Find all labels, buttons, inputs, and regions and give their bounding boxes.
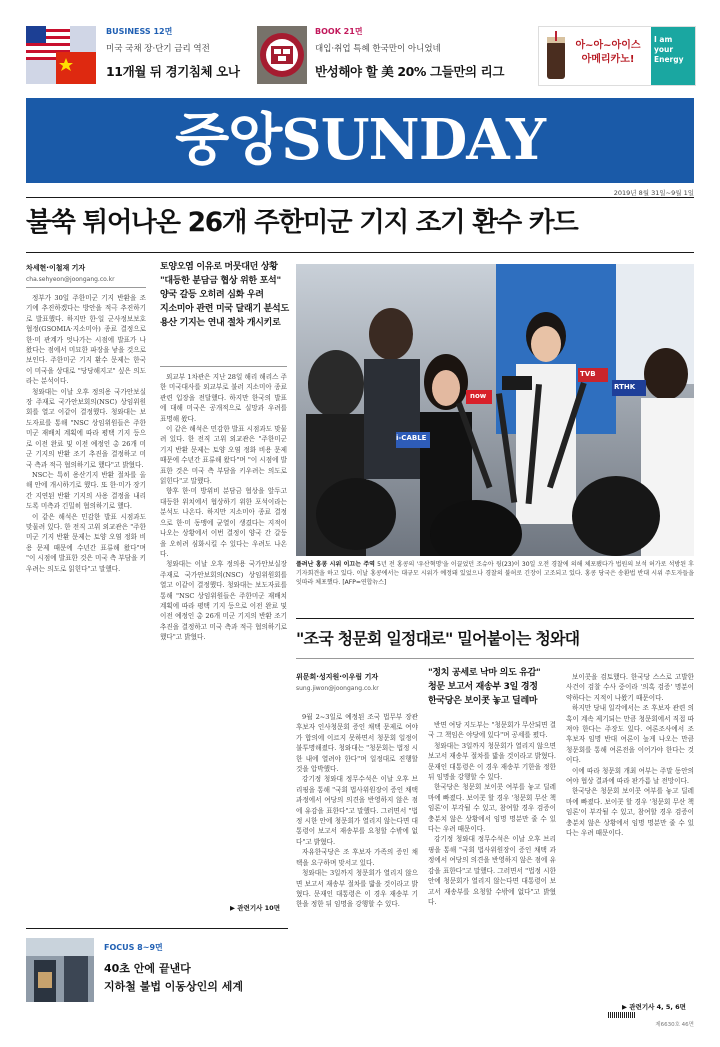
paragraph: 향후 한·미 방위비 분담금 협상을 앞두고 대등한 위치에서 협상하기 위한 포석이라는 분석도 나온다. 하지만 지소미아 종료 결정으로 한·미 동맹에 균열이 생겼다는 지적이 나오는 상황에서 이번 결정이 양국 간 갈등을 오히려 심화시킬 수 있다는 우려도 나온다.	[160, 487, 287, 558]
subheads	[160, 260, 290, 330]
mic-flag: TVB	[580, 370, 596, 378]
lead-headline[interactable]: 불쑥 튀어나온 26개 주한미군 기지 조기 환수 카드	[26, 207, 578, 238]
paragraph: 반면 여당 지도부는 "청문회가 무산되면 결국 그 책임은 야당에 있다"며 공세를 폈다.	[428, 721, 556, 740]
subhead: "정치 공세로 낙마 의도 유감"	[428, 668, 541, 678]
masthead-logo[interactable]: 중앙SUNDAY	[175, 107, 545, 173]
divider	[26, 287, 146, 288]
paragraph: 보이콧을 검토했다. 한국당 스스로 고발한 사건이 검찰 수사 중이라 '의혹 검증' 명분이 약하다는 지적이 나왔기 때문이다.	[566, 673, 694, 702]
lead-column-1	[26, 293, 146, 913]
news-photo	[296, 264, 694, 556]
second-column-1	[296, 712, 418, 1027]
teaser-headline: 지하철 불법 이동상인의 세계	[104, 980, 243, 993]
paragraph: 이에 따라 청문회 개최 여부는 주말 동안의 여야 협상 결과에 따라 판가름 날 전망이다.	[566, 766, 694, 786]
caption-text: 5년 전 홍콩의 '우산혁명'을 이끌었던 조슈아 웡(23)이 30일 오전 경찰에 의해 체포됐다가 법원의 보석 허가로 석방된 후 기자회견을 하고 있다. 이날 홍콩에서는 대규모 시위가 예정돼 있었으나 경찰의 불허로 긴장이 고조되고 있다. 홍콩 당국은 송환법 반대 시위 주도자들을 잇따라 체포했다.	[296, 561, 694, 586]
teaser-left[interactable]	[26, 26, 296, 86]
page-id: 제6630호 46면	[655, 1022, 694, 1028]
paragraph: 이 같은 해석은 민감한 발표 시점과도 맞물려 있다. 한 전직 고위 외교관은 "주한미군 기지 반환 문제는 토양 오염 정화 비용 문제 때문에 수년간 표류해 왔다"며 "이 시점에 발표한 것은 미국 측 부담을 키우려는 의도로 읽힌다"고 말했다.	[26, 512, 146, 573]
teaser-kicker: 미국 국채 장·단기 금리 역전	[106, 44, 210, 54]
subway-photo	[26, 938, 94, 1002]
flags-image	[26, 26, 96, 84]
subhead: 토양오염 이유로 머뭇대던 상황	[160, 262, 278, 272]
jump-label: 관련기사 10면	[237, 904, 280, 912]
divider	[26, 197, 694, 198]
harvard-seal-image	[257, 26, 307, 84]
teaser-mid[interactable]	[257, 26, 527, 86]
lead-column-2	[160, 372, 287, 902]
byline: 위문희·성지원·이우림 기자	[296, 673, 379, 681]
paragraph: NSC는 특히 용산기지 반환 절차를 올해 안에 개시하기로 했다. 또 한·미가 장기간 지연된 반환 기지의 사용 결정을 내리도록 미측과 긴밀히 협의하기로 했다.	[26, 470, 146, 511]
paragraph: 강기정 청와대 정무수석은 이날 오후 브리핑을 통해 "국회 법사위원장이 증인 채택 과정에서 여당의 의견을 반영하지 않은 점에 유감을 표한다"고 말했다. 그러면서 "법정 시한 안에 청문회가 열리지 않는다면 대통령이 보고서 재송부를 요청할 수밖에 없다"고 밝혔다.	[428, 835, 556, 906]
section-label: BUSINESS 12면	[106, 27, 173, 36]
teaser-headline: 11개월 뒤 경기침체 오나	[106, 64, 240, 79]
issue-date: 2019년 8월 31일~9월 1일	[613, 189, 694, 197]
barcode	[608, 1012, 636, 1018]
teaser-kicker: 대입·취업 특혜 한국만이 아니었네	[315, 44, 441, 54]
jump-link[interactable]: ▶ 관련기사 10면	[230, 904, 280, 912]
mic-flag: RTHK	[614, 383, 636, 391]
subhead: 지소미아 관련 미국 달래기 분석도	[160, 304, 289, 314]
teaser-bottom[interactable]	[26, 938, 288, 1008]
paragraph: 자유한국당은 조 후보자 가족의 증인 채택을 요구하며 맞서고 있다.	[296, 848, 418, 867]
paragraph: 이 같은 해석은 민감한 발표 시점과도 맞물려 있다. 한 전직 고위 외교관은 "주한미군 기지 반환 문제는 토양 오염 정화 비용 문제 때문에 수년간 표류해 왔다"며 "이 시점에 발표한 것은 미국 측 부담을 키우려는 의도로 읽힌다"고 말했다.	[160, 425, 287, 486]
jump-link[interactable]: ▶ 관련기사 4, 5, 6면	[622, 1003, 686, 1011]
section-label: FOCUS 8~9면	[104, 943, 163, 952]
teaser-kicker: 40초 안에 끝낸다	[104, 962, 191, 975]
byline: 차세현·이철재 기자	[26, 264, 86, 272]
second-column-2	[428, 720, 556, 1027]
paragraph: 외교부 1차관은 지난 28일 해리 해리스 주한 미국대사를 외교부로 불러 지소미아 종료 관련 입장을 전달했다. 하지만 한국의 발표에 대해 미국은 공개적으로 실망과 우려를 표명해 왔다.	[160, 373, 287, 423]
subhead: "대등한 분담금 협상 위한 포석"	[160, 276, 281, 286]
subhead: 청문 보고서 재송부 3일 경정	[428, 682, 538, 692]
email: sung.jiwon@joongang.co.kr	[296, 685, 379, 692]
divider	[296, 658, 694, 659]
subhead: 용산 기지는 연내 절차 개시키로	[160, 318, 281, 328]
divider	[26, 252, 694, 253]
caption-title: 풀려난 홍콩 시위 이끄는 주역	[296, 561, 375, 568]
section-label: BOOK 21면	[315, 27, 363, 36]
masthead-band	[26, 98, 694, 183]
mic-flag: now	[470, 392, 487, 400]
energy-ad[interactable]	[538, 26, 696, 86]
paragraph: 청와대는 이날 오후 정의용 국가안보실장 주재로 국가안보회의(NSC) 상임위원회를 열고 이같이 결정했다. 청와대는 보도자료를 통해 "NSC 상임위원들은 주한미군 재배치 계획에 따라 평택 기지 등으로 이전 완료 및 이전 예정인 총 26개 미군 기지의 반환 조기 추진을 결정하고 미국 측과 적극 협의하기로 했다"고 밝혔다.	[160, 560, 287, 642]
photo-caption	[296, 560, 694, 587]
subhead: 한국당은 보이콧 놓고 딜레마	[428, 696, 538, 706]
teaser-headline: 반성해야 할 美 20% 그들만의 리그	[315, 64, 505, 79]
paragraph: 하지만 당내 일각에서는 조 후보자 관련 의혹이 계속 제기되는 만큼 청문회에서 직접 따져야 한다는 주장도 있다. 여론조사에서 조 후보자 임명 반대 여론이 높게 나오는 만큼 청문회를 통해 여론전을 이어가야 한다는 것이다.	[566, 704, 694, 765]
email: cha.sehyeon@joongang.co.kr	[26, 276, 115, 283]
ad-brand: I am your Energy	[654, 35, 684, 64]
divider	[160, 366, 287, 367]
divider	[296, 618, 694, 619]
paragraph: 청와대는 3일까지 청문회가 열리지 않으면 보고서 재송부 절차를 밟을 것이라고 밝혔다. 문재인 대통령은 이 경우 재송부 기한을 정한 뒤 임명을 강행할 수 있다.	[296, 869, 418, 909]
subhead: 양국 갈등 오히려 심화 우려	[160, 290, 264, 300]
second-headline[interactable]: "조국 청문회 일정대로" 밀어붙이는 청와대	[296, 629, 580, 648]
paragraph: 한국당은 청문회 보이콧 여부를 놓고 딜레마에 빠졌다. 보이콧 할 경우 '청문회 무산 책임론'이 부각될 수 있고, 참여할 경우 검증이 충분치 않은 상황에서 임명 명분만 줄 수 있다는 우려 때문이다.	[428, 783, 556, 834]
paragraph: 9월 2~3일로 예정된 조국 법무부 장관 후보자 인사청문회 증인 채택 문제로 여야가 합의에 이르지 못하면서 청문회 일정이 불투명해졌다. 청와대는 "청문회는 법정 시한 내에 열려야 한다"며 일정대로 진행할 것을 압박했다.	[296, 713, 418, 774]
paragraph: 청와대는 3일까지 청문회가 열리지 않으면 보고서 재송부 절차를 밟을 것이라고 밝혔다. 문재인 대통령은 이 경우 재송부 기한을 정한 뒤 임명을 강행할 수 있다.	[428, 741, 556, 782]
paragraph: 한국당은 청문회 보이콧 여부를 놓고 딜레마에 빠졌다. 보이콧 할 경우 '청문회 무산 책임론'이 부각될 수 있고, 참여할 경우 검증이 충분치 않은 상황에서 임명 명분만 줄 수 있다는 우려 때문이다.	[566, 787, 694, 838]
jump-label: 관련기사 4, 5, 6면	[629, 1003, 686, 1011]
mic-flag: i-CABLE	[396, 434, 427, 442]
paragraph: 청와대는 이날 오후 정의용 국가안보실장 주재로 국가안보회의(NSC) 상임위원회를 열고 이같이 결정했다. 청와대는 보도자료를 통해 "NSC 상임위원들은 주한미군 재배치 계획에 따라 평택 기지 등으로 이전 완료 및 이전 예정인 총 26개 미군 기지의 반환 조기 추진을 결정하고 미국 측과 적극 협의하기로 했다"고 밝혔다.	[26, 387, 146, 469]
paragraph: 강기정 청와대 정무수석은 이날 오후 브리핑을 통해 "국회 법사위원장이 증인 채택 과정에서 여당의 의견을 반영하지 않은 점에 유감을 표한다"고 말했다. 그러면서 "법정 시한 안에 청문회가 열리지 않는다면 대통령이 보고서 재송부를 요청할 수밖에 없다"고 밝혔다.	[296, 775, 418, 846]
ad-slogan: 아~아~아이스 아메리카노!	[575, 40, 641, 65]
photo-credit: [AFP=연합뉴스]	[342, 579, 387, 586]
divider	[26, 928, 288, 929]
coffee-cup-icon	[543, 31, 569, 81]
paragraph: 정부가 30일 주한미군 기지 반환을 조기에 추진하겠다는 방안을 적극 추진하기로 발표했다. 하지만 한·일 군사정보보호협정(GSOMIA·지소미아) 종료 결정으로 한·미 관계가 엇나가는 시점에 발표가 나왔다는 점에서 미묘한 파장을 낳을 것으로 보인다. 주한미군 기지 환수 문제는 한국이 미국을 상대로 "당당해지고" 싶은 의도라는 분석이다.	[26, 294, 146, 386]
ad-brand-panel	[651, 27, 695, 85]
second-column-3	[566, 672, 694, 1000]
subheads	[428, 666, 568, 708]
